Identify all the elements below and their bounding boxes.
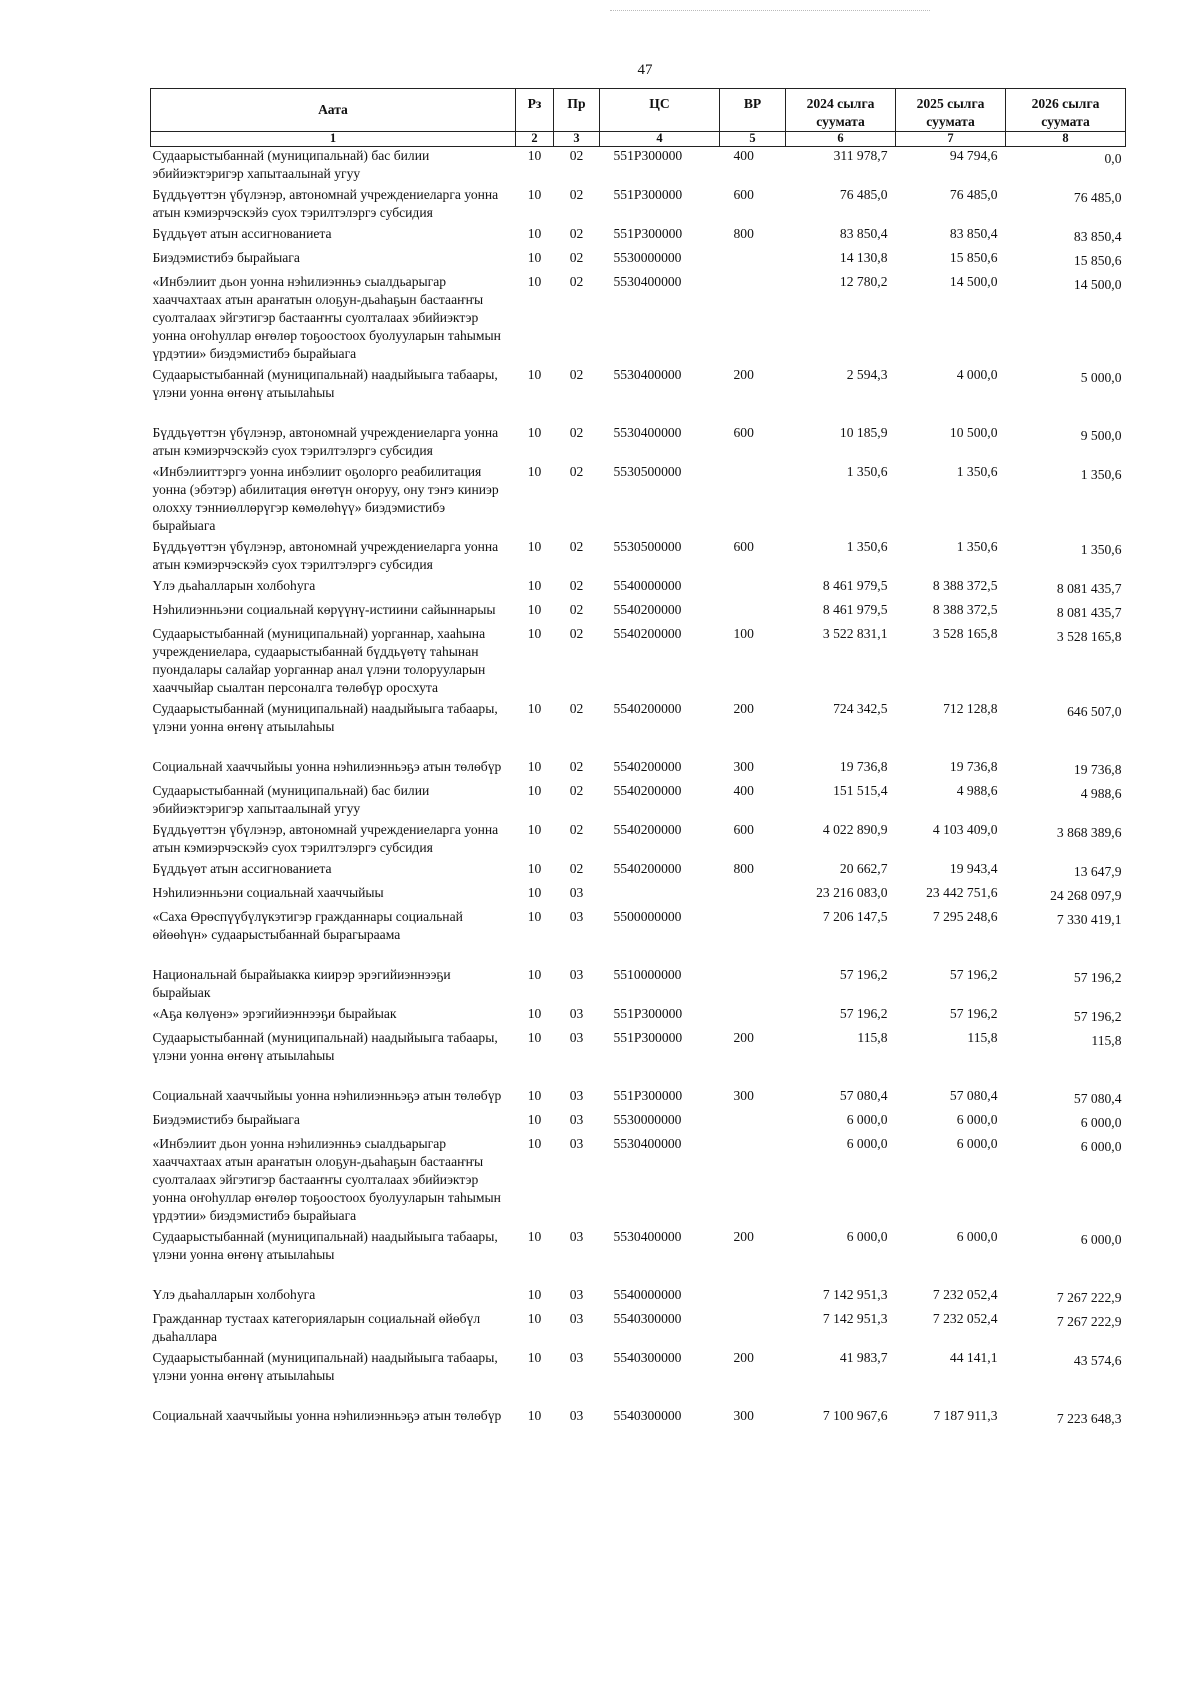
row-vr: 200 (733, 1229, 754, 1244)
row-amount-2026: 1 350,6 (1080, 542, 1122, 557)
row-name: Социальнай хааччыйыы уонна нэһилиэнньэҕэ атын төлөбүр (152, 1408, 502, 1423)
row-name: Судаарыстыбаннай (муниципальнай) бас билии эбийиэктэригэр хапытаалынай угуу (152, 148, 430, 181)
row-vr: 600 (733, 425, 754, 440)
row-amount-2025: 76 485,0 (949, 187, 998, 202)
row-cs: 5540200000 (613, 861, 682, 876)
table-row (151, 860, 1126, 884)
row-vr (720, 601, 786, 625)
header-pr: Пр (554, 89, 600, 132)
row-rz: 10 (527, 861, 542, 876)
row-amount-2024: 14 130,8 (839, 250, 888, 265)
row-vr (720, 966, 786, 1005)
row-amount-2026: 7 267 222,9 (1056, 1314, 1122, 1329)
row-pr: 02 (569, 822, 584, 837)
row-amount-2024: 1 350,6 (846, 464, 888, 479)
row-pr: 03 (569, 1006, 584, 1021)
col-number: 1 (151, 132, 516, 147)
table-row (151, 625, 1126, 700)
col-number: 6 (786, 132, 896, 147)
row-amount-2026: 3 868 389,6 (1056, 825, 1122, 840)
row-amount-2024: 41 983,7 (839, 1350, 888, 1365)
row-cs: 551Р300000 (613, 1030, 683, 1045)
row-rz: 10 (527, 425, 542, 440)
row-rz: 10 (527, 1030, 542, 1045)
row-rz: 10 (527, 783, 542, 798)
row-amount-2024: 7 142 951,3 (822, 1287, 888, 1302)
table-row (151, 1029, 1126, 1087)
row-amount-2026: 6 000,0 (1080, 1115, 1122, 1130)
row-name: Гражданнар тустаах категорияларын социальнай өйөбүл дьаһаллара (152, 1311, 481, 1344)
row-rz: 10 (527, 909, 542, 924)
header-name: Аата (151, 89, 516, 132)
row-cs: 551Р300000 (613, 148, 683, 163)
table-row (151, 700, 1126, 758)
row-pr: 03 (569, 909, 584, 924)
row-cs: 5540200000 (613, 602, 682, 617)
row-amount-2026: 5 000,0 (1080, 370, 1122, 385)
row-cs: 5540200000 (613, 701, 682, 716)
row-amount-2024: 23 216 083,0 (816, 885, 888, 900)
table-row (151, 966, 1126, 1005)
row-pr: 02 (569, 539, 584, 554)
row-cs (600, 884, 720, 908)
row-amount-2025: 57 196,2 (949, 1006, 998, 1021)
row-vr: 800 (733, 861, 754, 876)
row-cs: 551Р300000 (613, 187, 683, 202)
table-row (151, 225, 1126, 249)
row-vr (720, 1310, 786, 1349)
row-amount-2025: 19 736,8 (949, 759, 998, 774)
row-name: Судаарыстыбаннай (муниципальнай) наадыйыыга табаары, үлэни уонна өҥөнү атыылаһыы (152, 701, 498, 734)
row-amount-2025: 15 850,6 (949, 250, 998, 265)
row-amount-2025: 6 000,0 (956, 1136, 998, 1151)
row-amount-2025: 57 080,4 (949, 1088, 998, 1103)
row-cs: 5530500000 (613, 464, 682, 479)
row-rz: 10 (527, 1287, 542, 1302)
row-amount-2024: 1 350,6 (846, 539, 888, 554)
table-row (151, 577, 1126, 601)
row-rz: 10 (527, 1112, 542, 1127)
header-2026: 2026 сылга суумата (1006, 89, 1126, 132)
row-amount-2026: 7 223 648,3 (1056, 1411, 1122, 1426)
row-pr: 02 (569, 226, 584, 241)
row-name: Нэһилиэнньэни социальнай хааччыйыы (152, 885, 384, 900)
row-pr: 02 (569, 425, 584, 440)
table-row (151, 463, 1126, 538)
table-row (151, 424, 1126, 463)
row-amount-2026: 8 081 435,7 (1056, 605, 1122, 620)
row-cs: 5530000000 (613, 1112, 682, 1127)
row-pr: 02 (569, 578, 584, 593)
row-pr: 03 (569, 1030, 584, 1045)
row-amount-2024: 12 780,2 (839, 274, 888, 289)
table-header (151, 89, 1126, 147)
col-number: 2 (516, 132, 554, 147)
row-cs: 5540200000 (613, 626, 682, 641)
table-row (151, 249, 1126, 273)
row-amount-2025: 115,8 (967, 1030, 998, 1045)
table-body (151, 147, 1126, 1432)
table-row (151, 884, 1126, 908)
row-amount-2025: 712 128,8 (943, 701, 998, 716)
row-name: Бүддьүөт атын ассигнованиета (152, 861, 332, 876)
row-pr: 02 (569, 274, 584, 289)
row-amount-2025: 7 187 911,3 (933, 1408, 998, 1423)
row-name: Бүддьүөттэн үбүлэнэр, автономнай учреждениеларга уонна атын кэмиэрчэскэйэ суох тэрилтэлэргэ субсидия (152, 539, 499, 572)
row-amount-2026: 6 000,0 (1080, 1139, 1122, 1154)
row-rz: 10 (527, 967, 542, 982)
row-amount-2026: 19 736,8 (1073, 762, 1122, 777)
budget-table (150, 88, 1126, 1431)
row-amount-2025: 94 794,6 (949, 148, 998, 163)
row-pr: 02 (569, 464, 584, 479)
row-vr: 200 (733, 701, 754, 716)
row-pr: 02 (569, 187, 584, 202)
row-vr: 300 (733, 1088, 754, 1103)
table-row (151, 908, 1126, 966)
row-amount-2026: 43 574,6 (1073, 1353, 1122, 1368)
row-name: Судаарыстыбаннай (муниципальнай) наадыйыыга табаары, үлэни уонна өҥөнү атыылаһыы (152, 1030, 498, 1063)
row-cs: 551Р300000 (613, 1006, 683, 1021)
row-amount-2026: 57 196,2 (1073, 1009, 1122, 1024)
row-cs: 5530400000 (613, 1229, 682, 1244)
row-vr: 400 (733, 783, 754, 798)
row-name: Нэһилиэнньэни социальнай көрүүнү-истиини сайыннарыы (152, 602, 496, 617)
budget-table-container (150, 88, 1125, 1431)
row-amount-2024: 7 142 951,3 (822, 1311, 888, 1326)
row-amount-2025: 23 442 751,6 (926, 885, 998, 900)
row-vr: 200 (733, 1030, 754, 1045)
col-number: 4 (600, 132, 720, 147)
row-cs: 5540200000 (613, 783, 682, 798)
row-pr: 02 (569, 701, 584, 716)
row-name: Бүддьүөттэн үбүлэнэр, автономнай учреждениеларга уонна атын кэмиэрчэскэйэ суох тэрилтэлэргэ субсидия (152, 425, 499, 458)
row-vr (720, 463, 786, 538)
row-amount-2026: 24 268 097,9 (1050, 888, 1122, 903)
table-row (151, 1087, 1126, 1111)
row-name: Судаарыстыбаннай (муниципальнай) наадыйыыга табаары, үлэни уонна өҥөнү атыылаһыы (152, 1350, 498, 1383)
header-cs: ЦС (600, 89, 720, 132)
row-amount-2024: 7 206 147,5 (822, 909, 888, 924)
row-cs: 5540300000 (613, 1311, 682, 1326)
row-name: Биэдэмистибэ бырайыага (152, 250, 300, 265)
header-vr: ВР (720, 89, 786, 132)
row-name: Үлэ дьаһалларын холбоһуга (152, 578, 316, 593)
row-amount-2025: 44 141,1 (949, 1350, 998, 1365)
row-rz: 10 (527, 626, 542, 641)
row-cs: 5540300000 (613, 1408, 682, 1423)
row-cs: 551Р300000 (613, 226, 683, 241)
row-name: Биэдэмистибэ бырайыага (152, 1112, 300, 1127)
row-amount-2026: 13 647,9 (1073, 864, 1122, 879)
row-rz: 10 (527, 759, 542, 774)
row-name: Судаарыстыбаннай (муниципальнай) наадыйыыга табаары, үлэни уонна өҥөнү атыылаһыы (152, 1229, 498, 1262)
row-rz: 10 (527, 822, 542, 837)
row-name: «Саха Өрөспүүбүлүкэтигэр гражданнары социальнай өйөөһүн» судаарыстыбаннай бырагыраама (152, 909, 463, 942)
row-pr: 03 (569, 1112, 584, 1127)
row-name: «Инбэлиит дьон уонна нэһилиэнньэ сыалдьарыгар хааччахтаах атын араҥатын олоҕун-дьаһаҕын бастааҥҥы суолталаах эйгэтигэр бастааҥҥы суолталаах эбийиэктэр уонна оҥоһуллар өҥөлөр тоҕоостоох буолууларын таһымын үрдэтии» биэдэмистибэ бырайыага (152, 274, 501, 361)
row-rz: 10 (527, 1136, 542, 1151)
row-name: Бүддьүөт атын ассигнованиета (152, 226, 332, 241)
table-row (151, 1349, 1126, 1407)
row-vr (720, 1005, 786, 1029)
table-row (151, 1228, 1126, 1286)
row-amount-2025: 1 350,6 (956, 464, 998, 479)
row-pr: 02 (569, 759, 584, 774)
row-amount-2024: 8 461 979,5 (822, 578, 888, 593)
row-amount-2025: 3 528 165,8 (932, 626, 998, 641)
row-amount-2025: 6 000,0 (956, 1112, 998, 1127)
row-amount-2026: 0,0 (1104, 151, 1122, 166)
row-cs: 5500000000 (613, 909, 682, 924)
table-row (151, 366, 1126, 424)
row-amount-2024: 4 022 890,9 (822, 822, 888, 837)
row-rz: 10 (527, 274, 542, 289)
row-cs: 5530400000 (613, 367, 682, 382)
row-name: Социальнай хааччыйыы уонна нэһилиэнньэҕэ атын төлөбүр (152, 1088, 502, 1103)
page-number: 47 (637, 62, 653, 78)
row-rz: 10 (527, 578, 542, 593)
row-amount-2025: 7 295 248,6 (932, 909, 998, 924)
row-amount-2026: 76 485,0 (1073, 190, 1122, 205)
row-name: «Инбэлиит дьон уонна нэһилиэнньэ сыалдьарыгар хааччахтаах атын араҥатын олоҕун-дьаһаҕын бастааҥҥы суолталаах эйгэтигэр бастааҥҥы суолталаах эбийиэктэр уонна оҥоһуллар өҥөлөр тоҕоостоох буолууларын таһымын үрдэтии» биэдэмистибэ бырайыага (152, 1136, 501, 1223)
row-amount-2026: 57 080,4 (1073, 1091, 1122, 1106)
row-pr: 02 (569, 367, 584, 382)
row-rz: 10 (527, 1350, 542, 1365)
row-amount-2026: 6 000,0 (1080, 1232, 1122, 1247)
row-vr: 800 (733, 226, 754, 241)
row-vr (720, 1135, 786, 1228)
row-rz: 10 (527, 464, 542, 479)
row-vr: 100 (733, 626, 754, 641)
row-name: Судаарыстыбаннай (муниципальнай) наадыйыыга табаары, үлэни уонна өҥөнү атыылаһыы (152, 367, 498, 400)
row-amount-2026: 57 196,2 (1073, 970, 1122, 985)
row-amount-2025: 19 943,4 (949, 861, 998, 876)
row-vr (720, 249, 786, 273)
row-name: Үлэ дьаһалларын холбоһуга (152, 1287, 316, 1302)
row-amount-2025: 7 232 052,4 (932, 1287, 998, 1302)
row-amount-2025: 57 196,2 (949, 967, 998, 982)
table-row (151, 1286, 1126, 1310)
table-row (151, 186, 1126, 225)
row-name: Бүддьүөттэн үбүлэнэр, автономнай учреждениеларга уонна атын кэмиэрчэскэйэ суох тэрилтэлэргэ субсидия (152, 187, 499, 220)
row-cs: 5530000000 (613, 250, 682, 265)
row-amount-2024: 8 461 979,5 (822, 602, 888, 617)
header-2024: 2024 сылга суумата (786, 89, 896, 132)
table-row (151, 147, 1126, 187)
table-row (151, 538, 1126, 577)
row-amount-2025: 4 988,6 (956, 783, 998, 798)
row-amount-2024: 76 485,0 (839, 187, 888, 202)
row-amount-2026: 83 850,4 (1073, 229, 1122, 244)
row-amount-2025: 1 350,6 (956, 539, 998, 554)
row-amount-2024: 115,8 (857, 1030, 888, 1045)
row-pr: 03 (569, 1408, 584, 1423)
row-amount-2024: 83 850,4 (839, 226, 888, 241)
row-amount-2024: 151 515,4 (833, 783, 888, 798)
row-cs: 5530400000 (613, 274, 682, 289)
row-rz: 10 (527, 1408, 542, 1423)
row-amount-2024: 7 100 967,6 (822, 1408, 888, 1423)
row-rz: 10 (527, 148, 542, 163)
row-amount-2026: 4 988,6 (1080, 786, 1122, 801)
row-vr: 600 (733, 187, 754, 202)
col-number: 5 (720, 132, 786, 147)
row-rz: 10 (527, 602, 542, 617)
row-name: Судаарыстыбаннай (муниципальнай) бас билии эбийиэктэригэр хапытаалынай угуу (152, 783, 430, 816)
row-amount-2024: 57 080,4 (839, 1088, 888, 1103)
row-pr: 02 (569, 250, 584, 265)
row-amount-2024: 724 342,5 (833, 701, 888, 716)
row-amount-2024: 6 000,0 (846, 1136, 888, 1151)
row-amount-2024: 6 000,0 (846, 1112, 888, 1127)
row-amount-2026: 14 500,0 (1073, 277, 1122, 292)
col-number: 7 (896, 132, 1006, 147)
row-amount-2025: 83 850,4 (949, 226, 998, 241)
row-pr: 03 (569, 1088, 584, 1103)
table-row (151, 1310, 1126, 1349)
column-number-row (151, 132, 1126, 147)
row-amount-2024: 10 185,9 (839, 425, 888, 440)
row-cs: 5540300000 (613, 1350, 682, 1365)
row-pr: 02 (569, 626, 584, 641)
row-vr (720, 908, 786, 966)
row-cs: 5540000000 (613, 1287, 682, 1302)
table-row (151, 1111, 1126, 1135)
row-vr: 300 (733, 1408, 754, 1423)
row-amount-2024: 19 736,8 (839, 759, 888, 774)
row-amount-2024: 2 594,3 (846, 367, 888, 382)
row-rz: 10 (527, 701, 542, 716)
row-vr (720, 577, 786, 601)
row-amount-2026: 3 528 165,8 (1056, 629, 1122, 644)
row-amount-2026: 1 350,6 (1080, 467, 1122, 482)
row-cs: 551Р300000 (613, 1088, 683, 1103)
row-name: Судаарыстыбаннай (муниципальнай) уорганнар, хааһына учреждениелара, судаарыстыбаннай бүддьүөтү таһынан пуондалары салайар уорганнар анал үлэни толорууларын хааччыйар сыалтан персоналга төлөбүр оросхута (152, 626, 486, 695)
row-vr: 200 (733, 367, 754, 382)
row-cs: 5530400000 (613, 1136, 682, 1151)
row-pr: 03 (569, 885, 584, 900)
row-vr (720, 884, 786, 908)
table-row (151, 1407, 1126, 1431)
row-rz: 10 (527, 250, 542, 265)
row-rz: 10 (527, 539, 542, 554)
row-vr: 200 (733, 1350, 754, 1365)
row-rz: 10 (527, 885, 542, 900)
row-pr: 02 (569, 783, 584, 798)
row-amount-2024: 57 196,2 (839, 967, 888, 982)
row-amount-2024: 3 522 831,1 (822, 626, 888, 641)
row-amount-2026: 9 500,0 (1080, 428, 1122, 443)
row-cs: 5540200000 (613, 822, 682, 837)
row-amount-2024: 311 978,7 (833, 148, 888, 163)
row-amount-2026: 7 330 419,1 (1056, 912, 1122, 927)
row-pr: 02 (569, 602, 584, 617)
row-amount-2025: 4 000,0 (956, 367, 998, 382)
row-amount-2025: 4 103 409,0 (932, 822, 998, 837)
row-amount-2025: 7 232 052,4 (932, 1311, 998, 1326)
row-vr (720, 1111, 786, 1135)
row-pr: 03 (569, 1311, 584, 1326)
col-number: 8 (1006, 132, 1126, 147)
row-cs: 5530400000 (613, 425, 682, 440)
row-pr: 02 (569, 861, 584, 876)
row-rz: 10 (527, 226, 542, 241)
row-pr: 03 (569, 1350, 584, 1365)
row-cs: 5540000000 (613, 578, 682, 593)
row-rz: 10 (527, 367, 542, 382)
row-amount-2026: 7 267 222,9 (1056, 1290, 1122, 1305)
table-row (151, 601, 1126, 625)
row-name: «Аҕа көлүөнэ» эрэгийиэннээҕи бырайыак (152, 1006, 397, 1021)
row-amount-2024: 57 196,2 (839, 1006, 888, 1021)
header-2025: 2025 сылга суумата (896, 89, 1006, 132)
row-vr (720, 273, 786, 366)
row-pr: 03 (569, 1287, 584, 1302)
row-name: Бүддьүөттэн үбүлэнэр, автономнай учреждениеларга уонна атын кэмиэрчэскэйэ суох тэрилтэлэргэ субсидия (152, 822, 499, 855)
table-row (151, 758, 1126, 782)
table-row (151, 1135, 1126, 1228)
row-cs: 5510000000 (613, 967, 682, 982)
row-amount-2024: 20 662,7 (839, 861, 888, 876)
scan-marks (610, 10, 930, 17)
row-rz: 10 (527, 1006, 542, 1021)
row-vr (720, 1286, 786, 1310)
row-pr: 03 (569, 967, 584, 982)
row-amount-2025: 10 500,0 (949, 425, 998, 440)
row-amount-2025: 14 500,0 (949, 274, 998, 289)
row-vr: 300 (733, 759, 754, 774)
row-amount-2025: 8 388 372,5 (932, 578, 998, 593)
row-pr: 02 (569, 148, 584, 163)
row-pr: 03 (569, 1229, 584, 1244)
table-row (151, 782, 1126, 821)
table-row (151, 821, 1126, 860)
row-amount-2026: 115,8 (1091, 1033, 1122, 1048)
table-row (151, 273, 1126, 366)
row-name: Национальнай бырайыакка киирэр эрэгийиэннээҕи бырайыак (152, 967, 451, 1000)
row-amount-2025: 8 388 372,5 (932, 602, 998, 617)
row-amount-2026: 646 507,0 (1067, 704, 1122, 719)
row-cs: 5530500000 (613, 539, 682, 554)
row-amount-2025: 6 000,0 (956, 1229, 998, 1244)
row-rz: 10 (527, 1088, 542, 1103)
row-name: Социальнай хааччыйыы уонна нэһилиэнньэҕэ атын төлөбүр (152, 759, 502, 774)
row-amount-2026: 8 081 435,7 (1056, 581, 1122, 596)
table-row (151, 1005, 1126, 1029)
row-vr: 600 (733, 539, 754, 554)
row-cs: 5540200000 (613, 759, 682, 774)
col-number: 3 (554, 132, 600, 147)
row-pr: 03 (569, 1136, 584, 1151)
row-vr: 400 (733, 148, 754, 163)
row-amount-2024: 6 000,0 (846, 1229, 888, 1244)
row-amount-2026: 15 850,6 (1073, 253, 1122, 268)
row-rz: 10 (527, 1229, 542, 1244)
header-rz: Рз (516, 89, 554, 132)
row-rz: 10 (527, 187, 542, 202)
row-vr: 600 (733, 822, 754, 837)
row-rz: 10 (527, 1311, 542, 1326)
row-name: «Инбэлииттэргэ уонна инбэлиит оҕолорго реабилитация уонна (эбэтэр) абилитация өҥөтүн оҥоруу, ону тэҥэ киниэр олохху тэнниөллөрүгэр көмөлөһүү» биэдэмистибэ бырайыага (152, 464, 499, 533)
